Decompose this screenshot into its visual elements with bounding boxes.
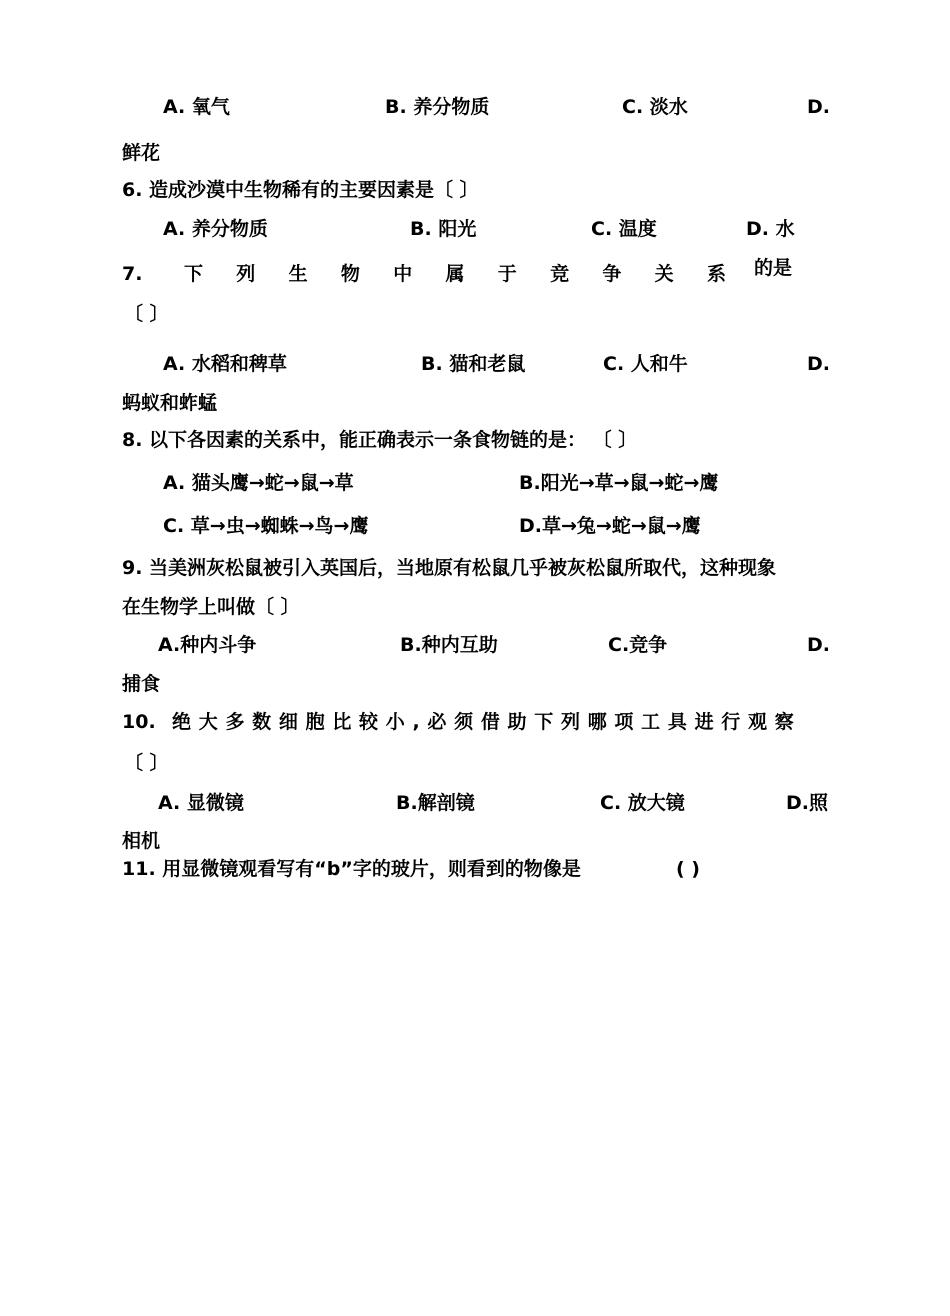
q7-option-d-continued: 蚂蚁和蚱蜢 (122, 392, 218, 414)
q10-char: 较 (359, 711, 379, 733)
q9-option-d-continued: 捕食 (122, 673, 161, 695)
q7-number: 7. (122, 263, 143, 285)
q10-char: 进 (694, 711, 714, 733)
q5-option-c: C. 淡水 (622, 96, 688, 118)
q10-char: 比 (332, 711, 352, 733)
q9-stem-line2: 在生物学上叫做〔 〕 (122, 596, 300, 618)
q7-stem-spread (184, 262, 726, 286)
q6-option-a: A. 养分物质 (163, 218, 268, 240)
q8-option-c: C. 草→虫→蜘蛛→鸟→鹰 (163, 515, 369, 537)
q7-stem-tail: 的是 (754, 257, 793, 279)
q7-option-b: B. 猫和老鼠 (421, 353, 526, 375)
q7-char: 中 (393, 263, 413, 285)
q9-option-c: C.竞争 (608, 634, 668, 656)
q8-option-d: D.草→兔→蛇→鼠→鹰 (519, 515, 701, 537)
q10-char: 胞 (305, 711, 325, 733)
q10-char: 观 (748, 711, 768, 733)
q10-char: 数 (252, 711, 272, 733)
q7-option-c: C. 人和牛 (603, 353, 688, 375)
q7-answer-bracket: 〔 〕 (124, 303, 169, 325)
q6-stem: 6. 造成沙漠中生物稀有的主要因素是〔 〕 (122, 179, 479, 201)
q10-option-d: D.照 (786, 792, 828, 814)
q10-char: 多 (225, 711, 245, 733)
q10-option-b: B.解剖镜 (396, 792, 475, 814)
q10-char: 必 (427, 711, 447, 733)
q8-option-a: A. 猫头鹰→蛇→鼠→草 (163, 472, 354, 494)
q11-stem: 11. 用显微镜观看写有“b”字的玻片，则看到的物像是 (122, 858, 581, 880)
q10-stem-spread (172, 710, 794, 734)
q7-char: 下 (184, 263, 204, 285)
q10-option-d-continued: 相机 (122, 830, 161, 852)
q10-char: 下 (534, 711, 554, 733)
q10-char: 哪 (587, 711, 607, 733)
q7-char: 生 (288, 263, 308, 285)
q10-char: 工 (641, 711, 661, 733)
q10-char: , (412, 711, 420, 733)
q5-option-d-continued: 鲜花 (122, 142, 161, 164)
q7-char: 物 (340, 263, 360, 285)
q7-char: 属 (445, 263, 465, 285)
q10-char: 大 (198, 711, 218, 733)
q10-answer-bracket: 〔 〕 (124, 752, 169, 774)
q7-char: 系 (706, 263, 726, 285)
q5-option-a: A. 氧气 (163, 96, 230, 118)
q6-option-b: B. 阳光 (410, 218, 477, 240)
q10-char: 绝 (172, 711, 192, 733)
q5-option-b: B. 养分物质 (385, 96, 490, 118)
q7-char: 于 (497, 263, 517, 285)
q10-char: 列 (560, 711, 580, 733)
q7-char: 争 (602, 263, 622, 285)
q9-option-b: B.种内互助 (400, 634, 498, 656)
q10-char: 借 (480, 711, 500, 733)
q6-option-c: C. 温度 (591, 218, 657, 240)
q7-option-d: D. (807, 353, 830, 375)
q5-option-d: D. (807, 96, 830, 118)
q9-option-a: A.种内斗争 (158, 634, 257, 656)
q10-char: 小 (385, 711, 405, 733)
q7-option-a: A. 水稻和稗草 (163, 353, 287, 375)
q10-number: 10. (122, 711, 156, 733)
q11-answer-bracket: ( ) (676, 858, 700, 880)
q10-char: 须 (454, 711, 474, 733)
q10-char: 细 (278, 711, 298, 733)
q10-option-c: C. 放大镜 (600, 792, 685, 814)
q10-option-a: A. 显微镜 (158, 792, 244, 814)
q7-char: 竞 (550, 263, 570, 285)
q9-option-d: D. (807, 634, 830, 656)
q10-char: 行 (721, 711, 741, 733)
q10-char: 项 (614, 711, 634, 733)
q10-char: 助 (507, 711, 527, 733)
q9-stem-line1: 9. 当美洲灰松鼠被引入英国后，当地原有松鼠几乎被灰松鼠所取代，这种现象 (122, 557, 777, 579)
q10-char: 察 (774, 711, 794, 733)
q10-char: 具 (667, 711, 687, 733)
q6-option-d: D. 水 (746, 218, 795, 240)
q8-stem: 8. 以下各因素的关系中，能正确表示一条食物链的是： 〔 〕 (122, 429, 638, 451)
q7-char: 关 (654, 263, 674, 285)
q8-option-b: B.阳光→草→鼠→蛇→鹰 (519, 472, 719, 494)
q7-char: 列 (236, 263, 256, 285)
